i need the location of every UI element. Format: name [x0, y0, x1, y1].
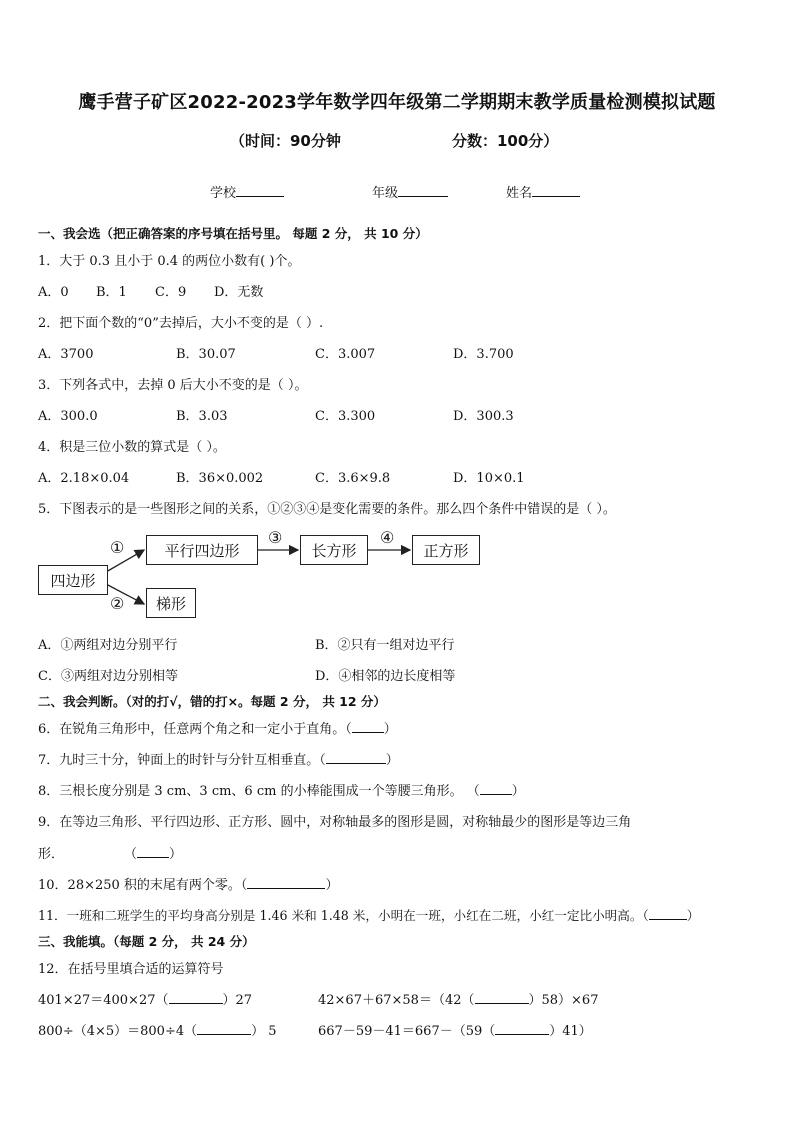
q6-close: ）: [383, 722, 397, 737]
q12-equation-1: [38, 989, 252, 1008]
q1-option-d[interactable]: D．无数: [214, 285, 264, 300]
name-field: [506, 182, 580, 201]
q11-text: [38, 905, 699, 924]
trapezoid-box: 梯形: [146, 588, 196, 618]
q2-text: 2．把下面个数的“0”去掉后，大小不变的是（ ）.: [38, 316, 324, 331]
school-label: 学校: [210, 186, 237, 201]
page-title: 鹰手营子矿区2022-2023学年数学四年级第二学期期末教学质量检测模拟试题: [78, 92, 716, 113]
eq1-right: ）27: [222, 993, 253, 1008]
eq4-right: ）41）: [549, 1024, 592, 1039]
q1-option-c[interactable]: C．9: [155, 285, 187, 300]
q5-option-a[interactable]: A．①两组对边分别平行: [38, 638, 178, 653]
q4-option-a[interactable]: A．2.18×0.04: [38, 471, 130, 486]
q2-option-b[interactable]: B．30.07: [176, 347, 236, 362]
q3-option-d[interactable]: D．300.3: [453, 409, 514, 424]
q3-option-a[interactable]: A．300.0: [38, 409, 98, 424]
q5-text: 5．下图表示的是一些图形之间的关系，①②③④是变化需要的条件。那么四个条件中错误的是（ ）。: [38, 502, 616, 517]
eq2-blank[interactable]: [475, 991, 529, 1004]
square-box: 正方形: [412, 535, 480, 565]
q7-text: [38, 749, 399, 768]
q2-option-d[interactable]: D．3.700: [453, 347, 514, 362]
q9-text-line2: 形． （ ）: [38, 847, 183, 862]
q4-text: 4．积是三位小数的算式是（ ）。: [38, 440, 226, 455]
q7-stem: 7．九时三十分，钟面上的时针与分针互相垂直。（: [38, 753, 326, 768]
q5-option-c[interactable]: C．③两组对边分别相等: [38, 669, 178, 684]
q3-option-b[interactable]: B．3.03: [176, 409, 228, 424]
condition-3-label: ③: [268, 528, 283, 547]
parallelogram-box: 平行四边形: [146, 535, 258, 565]
exam-score: 分数：100分）: [452, 132, 559, 150]
eq3-left: 800÷（4×5）＝800÷4（: [38, 1024, 198, 1039]
q12-equation-3: [38, 1020, 277, 1039]
shape-relation-diagram: [38, 528, 498, 624]
section3-heading: 三、我能填。（每题 2 分， 共 24 分）: [38, 934, 255, 949]
q8-answer-blank[interactable]: [480, 782, 512, 795]
q10-close: ）: [325, 878, 339, 893]
eq1-blank[interactable]: [169, 991, 223, 1004]
q4-option-b[interactable]: B．36×0.002: [176, 471, 264, 486]
exam-time: （时间：90分钟: [230, 132, 341, 150]
q8-stem: 8．三根长度分别是 3 cm、3 cm、6 cm 的小棒能围成一个等腰三角形。 （: [38, 784, 480, 799]
q7-close: ）: [385, 753, 399, 768]
eq3-right: ） 5: [251, 1024, 277, 1039]
q5-option-b[interactable]: B．②只有一组对边平行: [315, 638, 455, 653]
school-field: [210, 182, 284, 201]
q6-answer-blank[interactable]: [352, 720, 384, 733]
q9-close: ）: [169, 847, 183, 862]
q11-answer-blank[interactable]: [649, 907, 687, 920]
q4-option-d[interactable]: D．10×0.1: [453, 471, 525, 486]
q1-text: 1．大于 0.3 且小于 0.4 的两位小数有( )个。: [38, 254, 301, 269]
eq4-left: 667－59－41＝667－（59（: [318, 1024, 496, 1039]
q10-stem: 10．28×250 积的末尾有两个零。（: [38, 878, 248, 893]
q6-text: [38, 718, 397, 737]
q10-answer-blank[interactable]: [247, 876, 325, 889]
q8-close: ）: [511, 784, 525, 799]
q12-equation-4: [318, 1020, 592, 1039]
q9-stem-end: 形．: [38, 847, 65, 862]
eq4-blank[interactable]: [495, 1022, 549, 1035]
q1-option-a[interactable]: A．0: [38, 285, 69, 300]
q3-text: 3．下列各式中，去掉 0 后大小不变的是（ ）。: [38, 378, 308, 393]
section2-heading: 二、我会判断。（对的打√，错的打×。每题 2 分， 共 12 分）: [38, 694, 386, 709]
condition-2-label: ②: [110, 594, 125, 613]
q9-answer-blank[interactable]: [137, 845, 169, 858]
q7-answer-blank[interactable]: [326, 751, 386, 764]
q2-option-c[interactable]: C．3.007: [315, 347, 376, 362]
q12-text: 12．在括号里填合适的运算符号: [38, 962, 224, 977]
school-blank[interactable]: [236, 184, 284, 197]
q1-option-b[interactable]: B．1: [96, 285, 127, 300]
q5-option-d[interactable]: D．④相邻的边长度相等: [315, 669, 456, 684]
q6-stem: 6．在锐角三角形中，任意两个角之和一定小于直角。（: [38, 722, 352, 737]
section1-heading: 一、我会选（把正确答案的序号填在括号里。 每题 2 分， 共 10 分）: [38, 226, 428, 241]
q11-stem: 11．一班和二班学生的平均身高分别是 1.46 米和 1.48 米，小明在一班，小红在二班，小红一定比小明高。（: [38, 908, 649, 923]
eq2-right: ）58）×67: [528, 993, 599, 1008]
grade-field: [372, 182, 448, 201]
rectangle-box: 长方形: [300, 535, 368, 565]
name-label: 姓名: [506, 186, 533, 201]
q11-close: ）: [686, 908, 700, 923]
eq3-blank[interactable]: [197, 1022, 251, 1035]
condition-1-label: ①: [110, 538, 125, 557]
q2-option-a[interactable]: A．3700: [38, 347, 94, 362]
q4-option-c[interactable]: C．3.6×9.8: [315, 471, 391, 486]
condition-4-label: ④: [380, 528, 395, 547]
q12-equation-2: [318, 989, 598, 1008]
name-blank[interactable]: [532, 184, 580, 197]
q8-text: [38, 780, 525, 799]
eq1-left: 401×27＝400×27（: [38, 993, 169, 1008]
grade-blank[interactable]: [398, 184, 448, 197]
q10-text: [38, 874, 338, 893]
q9-text-line1: 9．在等边三角形、平行四边形、正方形、圆中，对称轴最多的图形是圆，对称轴最少的图形是等边三角: [38, 815, 632, 830]
eq2-left: 42×67＋67×58＝（42（: [318, 993, 475, 1008]
q3-option-c[interactable]: C．3.300: [315, 409, 376, 424]
grade-label: 年级: [372, 186, 399, 201]
quadrilateral-box: 四边形: [38, 565, 108, 595]
